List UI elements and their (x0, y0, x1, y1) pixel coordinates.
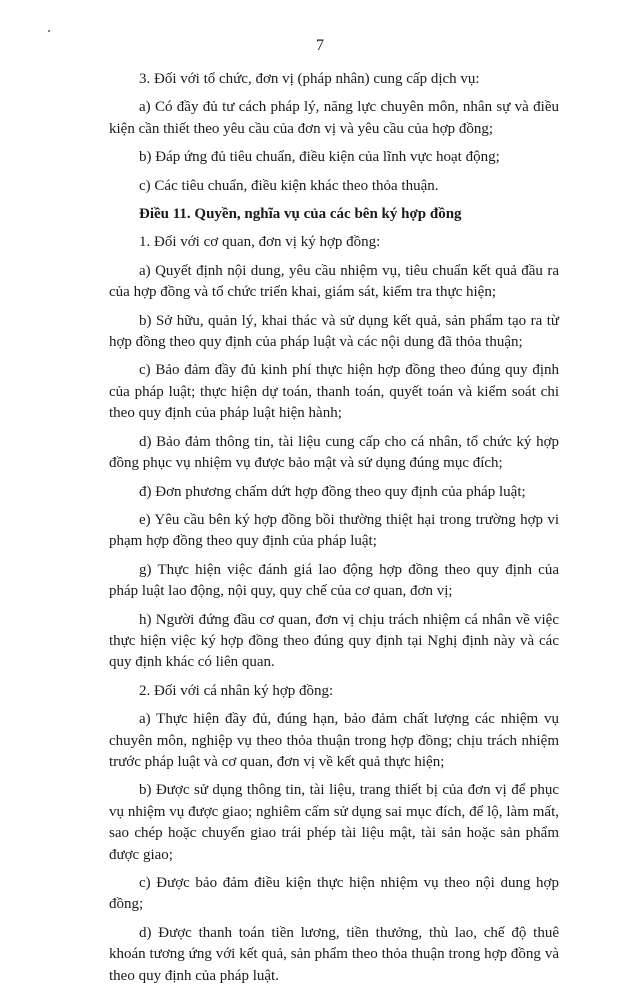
paragraph: đ) Đơn phương chấm dứt hợp đồng theo quy định của pháp luật; (139, 483, 526, 500)
paragraph: a) Có đầy đủ tư cách pháp lý, năng lực chuyên môn, nhân sự và điều kiện cần thiết theo yêu cầu của đơn vị và yêu cầu của hợp đồng; (109, 99, 559, 137)
paragraph: a) Thực hiện đầy đủ, đúng hạn, bảo đảm chất lượng các nhiệm vụ chuyên môn, nghiệp vụ theo thỏa thuận trong hợp đồng; chịu trách nhiệm trước pháp luật và cơ quan, đơn vị về kết quả thực hiện; (109, 711, 559, 770)
paragraph: c) Bảo đảm đầy đủ kinh phí thực hiện hợp đồng theo đúng quy định của pháp luật; thực hiện dự toán, thanh toán, quyết toán và kiểm soát chi theo quy định của pháp luật hiện hành; (109, 362, 559, 422)
paragraph: g) Thực hiện việc đánh giá lao động hợp đồng theo quy định của pháp luật lao động, nội quy, quy chế của cơ quan, đơn vị; (109, 561, 559, 600)
paragraph: b) Đáp ứng đủ tiêu chuẩn, điều kiện của lĩnh vực hoạt động; (139, 149, 500, 166)
paragraph: d) Được thanh toán tiền lương, tiền thưởng, thù lao, chế độ thuê khoán tương ứng với kết quả, sản phẩm theo thỏa thuận trong hợp đồng và theo quy định của pháp luật. (109, 924, 559, 984)
paragraph: b) Sở hữu, quản lý, khai thác và sử dụng kết quả, sản phẩm tạo ra từ hợp đồng theo quy định của pháp luật và các nội dung đã thỏa thuận; (109, 312, 559, 351)
paragraph: e) Yêu cầu bên ký hợp đồng bồi thường thiệt hại trong trường hợp vi phạm hợp đồng theo quy định của pháp luật; (109, 511, 559, 550)
article-heading: Điều 11. Quyền, nghĩa vụ của các bên ký hợp đồng (139, 206, 462, 223)
paragraph: h) Người đứng đầu cơ quan, đơn vị chịu trách nhiệm cá nhân về việc thực hiện việc ký hợp đồng theo đúng quy định tại Nghị định này và các quy định khác có liên quan. (109, 611, 559, 671)
page-number: 7 (316, 37, 324, 54)
document-body (109, 69, 559, 994)
paragraph: c) Được bảo đảm điều kiện thực hiện nhiệm vụ theo nội dung hợp đồng; (109, 875, 559, 913)
paragraph: 2. Đối với cá nhân ký hợp đồng: (139, 682, 334, 699)
paragraph: b) Được sử dụng thông tin, tài liệu, trang thiết bị của đơn vị để phục vụ nhiệm vụ được giao; nghiêm cấm sử dụng sai mục đích, để lộ, làm mất, sao chép hoặc chuyển giao trái phép tài liệu mật, tài sản hoặc sản phẩm được giao; (109, 782, 559, 863)
paragraph: d) Bảo đảm thông tin, tài liệu cung cấp cho cá nhân, tổ chức ký hợp đồng phục vụ nhiệm vụ được bảo mật và sử dụng đúng mục đích; (109, 433, 559, 472)
paragraph: 1. Đối với cơ quan, đơn vị ký hợp đồng: (139, 234, 381, 251)
scan-speck (48, 30, 50, 32)
paragraph: a) Quyết định nội dung, yêu cầu nhiệm vụ, tiêu chuẩn kết quả đầu ra của hợp đồng và tổ chức triển khai, giám sát, kiểm tra thực hiện; (109, 262, 559, 301)
paragraph: 3. Đối với tổ chức, đơn vị (pháp nhân) cung cấp dịch vụ: (139, 71, 480, 87)
paragraph: c) Các tiêu chuẩn, điều kiện khác theo thỏa thuận. (139, 177, 439, 194)
